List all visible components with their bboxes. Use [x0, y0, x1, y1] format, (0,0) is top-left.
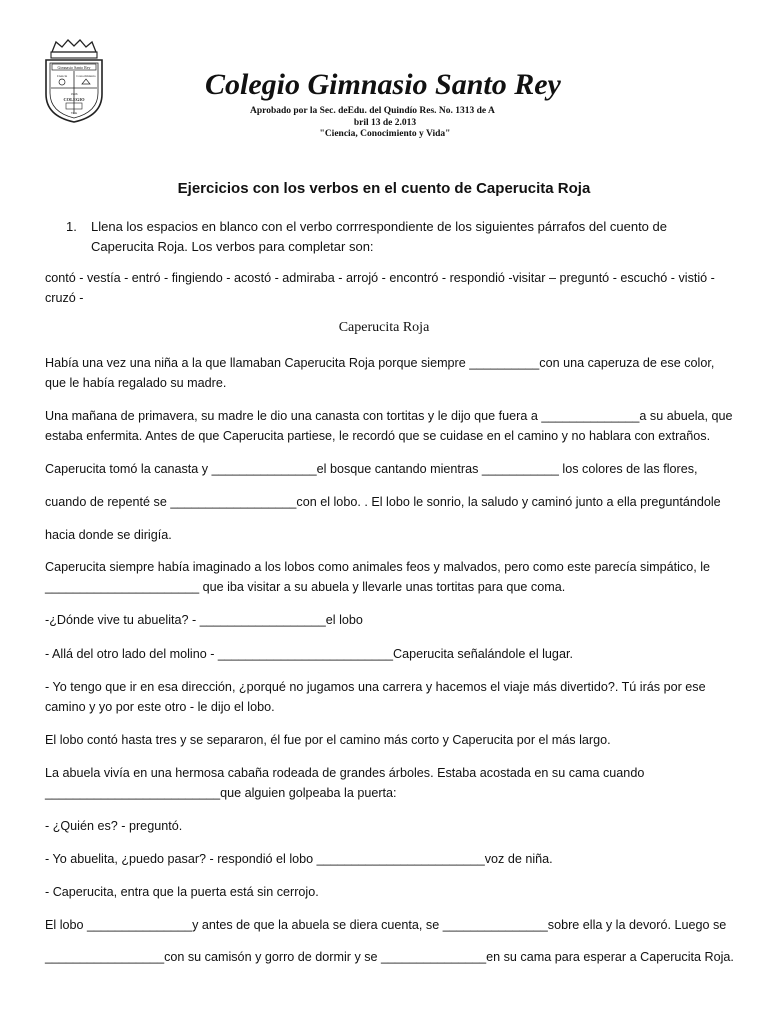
svg-text:COLEGIO: COLEGIO — [63, 97, 85, 102]
school-crest-logo — [42, 38, 106, 124]
school-name: Colegio Gimnasio Santo Rey — [205, 68, 561, 101]
story-paragraph: - Allá del otro lado del molino - _________________________Caperucita señalándole el lugar. — [45, 647, 573, 661]
story-paragraph: hacia donde se dirigía. — [45, 528, 172, 542]
story-paragraph: Una mañana de primavera, su madre le dio una canasta con tortitas y le dijo que fuera a ______________a su abuela, que estaba enfermita. Antes de que Caperucita partiese, le recordó que se cuidase en el camino y no hablara con extraños. — [45, 409, 733, 443]
instruction-item — [66, 217, 726, 257]
story-paragraph: - Yo tengo que ir en esa dirección, ¿porqué no jugamos una carrera y hacemos el viaje más divertido?. Tú irás por ese camino y yo por este otro - le dijo el lobo. — [45, 680, 706, 714]
story-paragraph: El lobo contó hasta tres y se separaron, él fue por el camino más corto y Caperucita por el más largo. — [45, 733, 611, 747]
svg-text:Ciencia: Ciencia — [56, 74, 68, 78]
instruction-text: Llena los espacios en blanco con el verbo corrrespondiente de los siguientes párrafos del cuento de Caperucita Roja. Los verbos para completar son: — [91, 219, 667, 254]
story-paragraph: - Yo abuelita, ¿puedo pasar? - respondió el lobo ________________________voz de niña. — [45, 852, 553, 866]
svg-text:Conocimiento: Conocimiento — [76, 74, 96, 78]
approval-notice — [200, 106, 570, 141]
story-paragraph: cuando de repenté se __________________con el lobo. . El lobo le sonrio, la saludo y caminó junto a ella preguntándole — [45, 495, 721, 509]
story-paragraph: El lobo _______________y antes de que la abuela se diera cuenta, se _______________sobre ella y la devoró. Luego se — [45, 918, 727, 932]
school-motto: "Ciencia, Conocimiento y Vida" — [319, 129, 451, 139]
verb-list: contó - vestía - entró - fingiendo - acostó - admiraba - arrojó - encontró - respondió -visitar – preguntó - escuchó - vistió - cruzó - — [45, 271, 715, 305]
svg-text:Vida: Vida — [70, 111, 78, 115]
story-title: Caperucita Roja — [338, 320, 430, 335]
story-paragraph: - ¿Quién es? - preguntó. — [45, 819, 183, 833]
story-paragraph: Caperucita siempre había imaginado a los lobos como animales feos y malvados, pero como este parecía simpático, le ______________________ que iba visitar a su abuela y llevarle unas tortitas para que coma. — [45, 560, 711, 594]
story-paragraph: Caperucita tomó la canasta y _______________el bosque cantando mientras ___________ los colores de las flores, — [45, 462, 698, 476]
story-paragraph: - Caperucita, entra que la puerta está sin cerrojo. — [45, 885, 319, 899]
story-paragraph: Había una vez una niña a la que llamaban Caperucita Roja porque siempre __________con una caperuza de ese color, que le había regalado su madre. — [45, 356, 715, 390]
story-paragraph: -¿Dónde vive tu abuelita? - __________________el lobo — [45, 613, 363, 627]
approval-line-2: bril 13 de 2.013 — [353, 117, 417, 128]
story-paragraph: _________________con su camisón y gorro de dormir y se _______________en su cama para esperar a Caperucita Roja. — [45, 950, 734, 964]
instruction-number: 1. — [66, 219, 77, 234]
exercise-heading: Ejercicios con los verbos en el cuento de Caperucita Roja — [177, 180, 591, 197]
story-paragraph: La abuela vivía en una hermosa cabaña rodeada de grandes árboles. Estaba acostada en su cama cuando _________________________que alguien golpeaba la puerta: — [45, 766, 645, 800]
approval-line-1: Aprobado por la Sec. deEdu. del Quindío Res. No. 1313 de A — [250, 106, 495, 116]
svg-text:1996: 1996 — [70, 92, 78, 96]
svg-text:Gimnasio Santo Rey: Gimnasio Santo Rey — [57, 64, 91, 70]
